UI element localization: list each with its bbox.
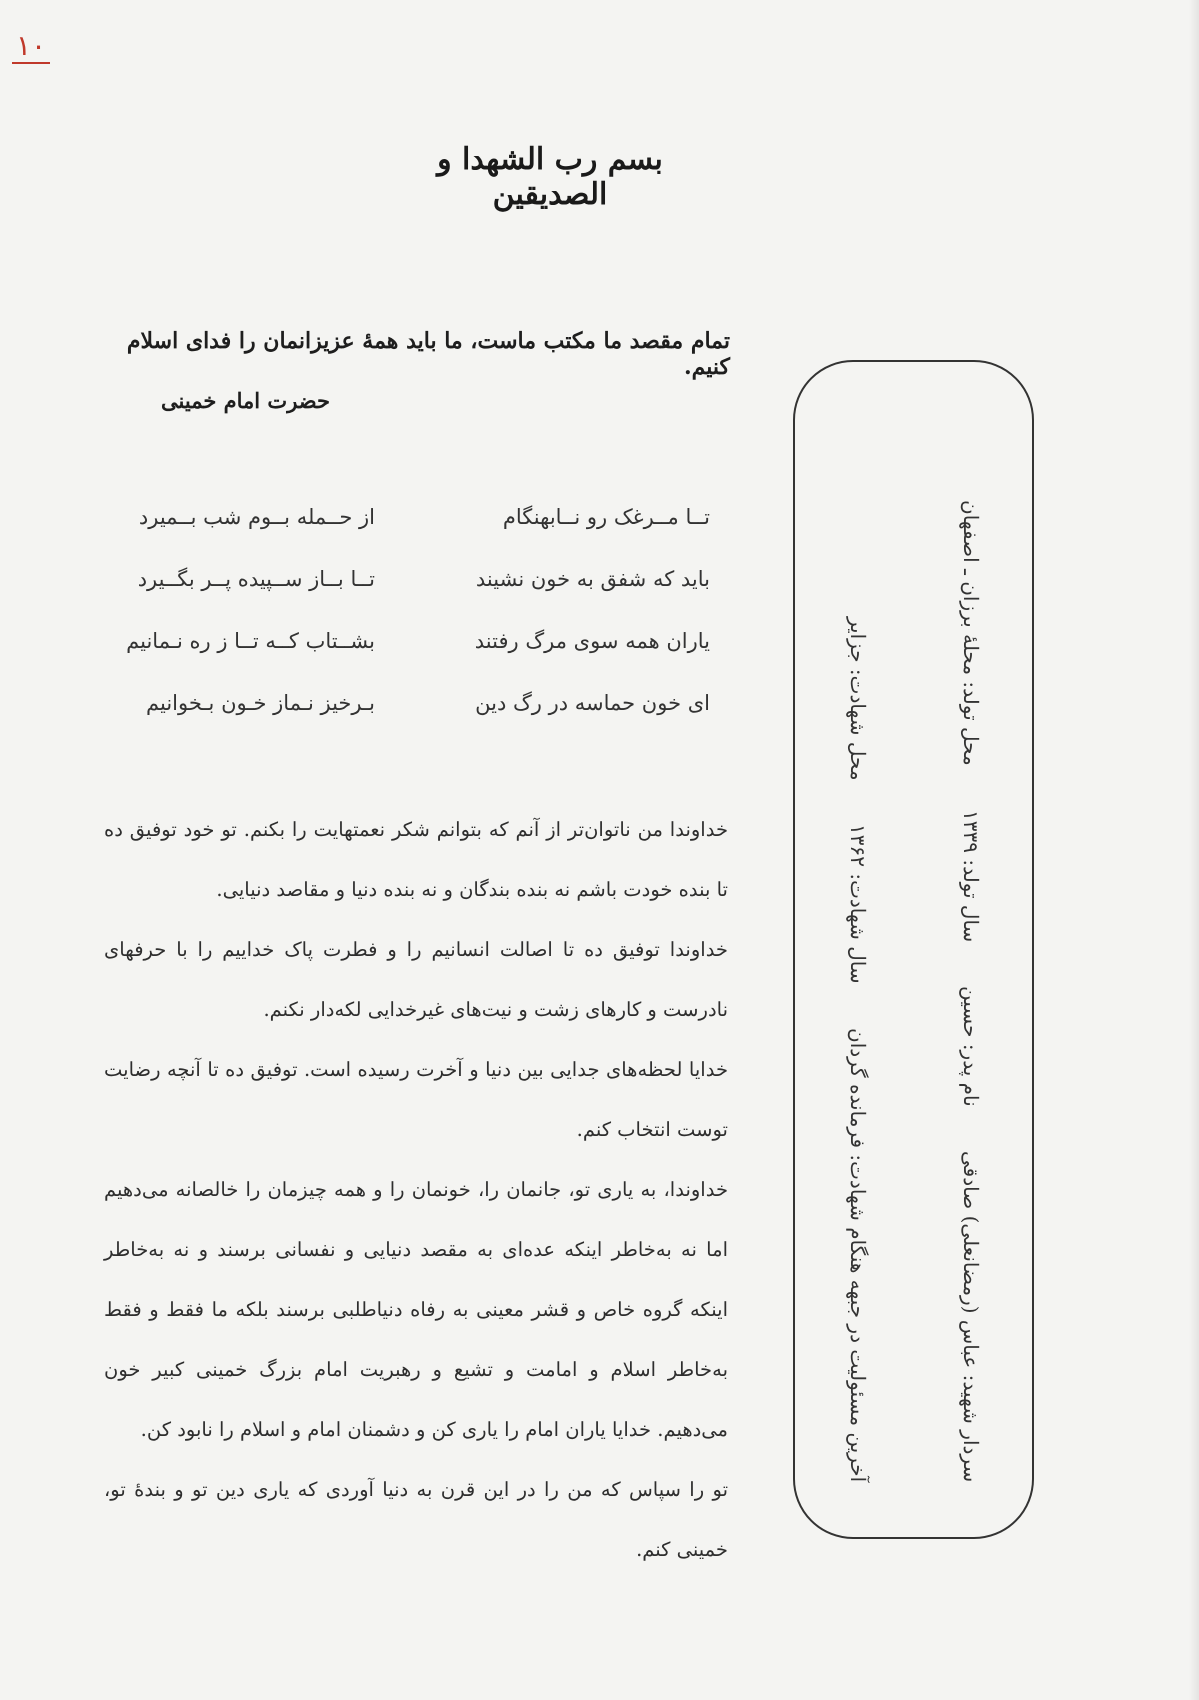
poem-verse [130,567,710,629]
testament-paragraph: خداوندا توفیق ده تا اصالت انسانیم را و فطرت پاک خداییم را با حرفهای نادرست و کارهای زشت و نیت‌های غیرخدایی لکه‌دار نکنم. [104,938,728,1021]
poem-hemistich-right: تــا مــرغک رو نــابهنگام [502,505,710,529]
testament-paragraph: تو را سپاس که من را در این قرن به دنیا آوردی که یاری دین تو و بندهٔ تو، خمینی کنم. [104,1478,728,1561]
poem [126,505,710,753]
testament-text [104,800,728,1580]
page-edge-shadow [1189,0,1199,1700]
poem-hemistich-left: بشــتاب کــه تــا ز ره نـمانیم [126,629,375,653]
poem-hemistich-left: بـرخیز نـماز خـون بـخوانیم [146,691,375,715]
poem-verse [130,505,710,567]
martyr-info-box [793,360,1034,1539]
testament-paragraph: خداوندا، به یاری تو، جانمان را، خونمان را و همه چیزمان را خالصانه می‌دهیم اما نه به‌خاطر اینکه عده‌ای به مقصد دنیایی و نفسانی برسند و نه به‌خاطر اینکه گروه خاص و قشر معینی به رفاه دنیاطلبی برسند بلکه ما فقط و فقط به‌خاطر اسلام و امامت و تشیع و رهبریت امام بزرگ خمینی کبیر خون می‌دهیم. خدایا یاران امام را یاری کن و دشمنان امام و اسلام را نابود کن. [104,1178,728,1441]
father-name: نام پدر: حسین [959,986,983,1107]
birth-year: سال تولد: ۱۳۳۹ [959,809,983,943]
info-column-personal [943,422,983,1482]
poem-hemistich-left: از حــمله بــوم شب بــمیرد [138,505,375,529]
martyrdom-year: سال شهادت: ۱۳۶۲ [846,824,870,984]
quote-text: تمام مقصد ما مکتب ماست، ما باید همهٔ عزیزانمان را فدای اسلام کنیم. [126,328,730,380]
martyr-name: سردار شهید: عباس (رمضانعلی) صادقی [959,1150,983,1482]
poem-hemistich-right: ای خون حماسه در رگ دین [475,691,710,715]
poem-verse [126,629,710,691]
martyrdom-place: محل شهادت: جزایر [846,616,870,781]
info-column-martyrdom [830,422,870,1482]
page-heading: بسم رب الشهدا و الصدیقین [437,142,663,212]
birth-place: محل تولد: محلهٔ برزان ـ اصفهان [959,500,983,766]
poem-verse [130,691,710,753]
poem-hemistich-left: تــا بــاز ســپیده پــر بگــیرد [137,567,375,591]
testament-paragraph: خداوندا من ناتوان‌تر از آنم که بتوانم شکر نعمتهایت را بکنم. تو خود توفیق ده تا بنده خودت باشم نه بنده بندگان و نه بنده دنیا و مقاصد دنیایی. [104,818,728,901]
last-role: آخرین مسئولیت در جبهه هنگام شهادت: فرمانده گردان [846,1027,870,1482]
poem-hemistich-right: یاران همه سوی مرگ رفتند [474,629,710,653]
poem-hemistich-right: باید که شفق به خون نشیند [475,567,710,591]
page-number: ۱۰ [12,32,50,64]
testament-paragraph: خدایا لحظه‌های جدایی بین دنیا و آخرت رسیده است. توفیق ده تا آنچه رضایت توست انتخاب کنم. [104,1058,728,1141]
quote-author: حضرت امام خمینی [161,388,330,413]
